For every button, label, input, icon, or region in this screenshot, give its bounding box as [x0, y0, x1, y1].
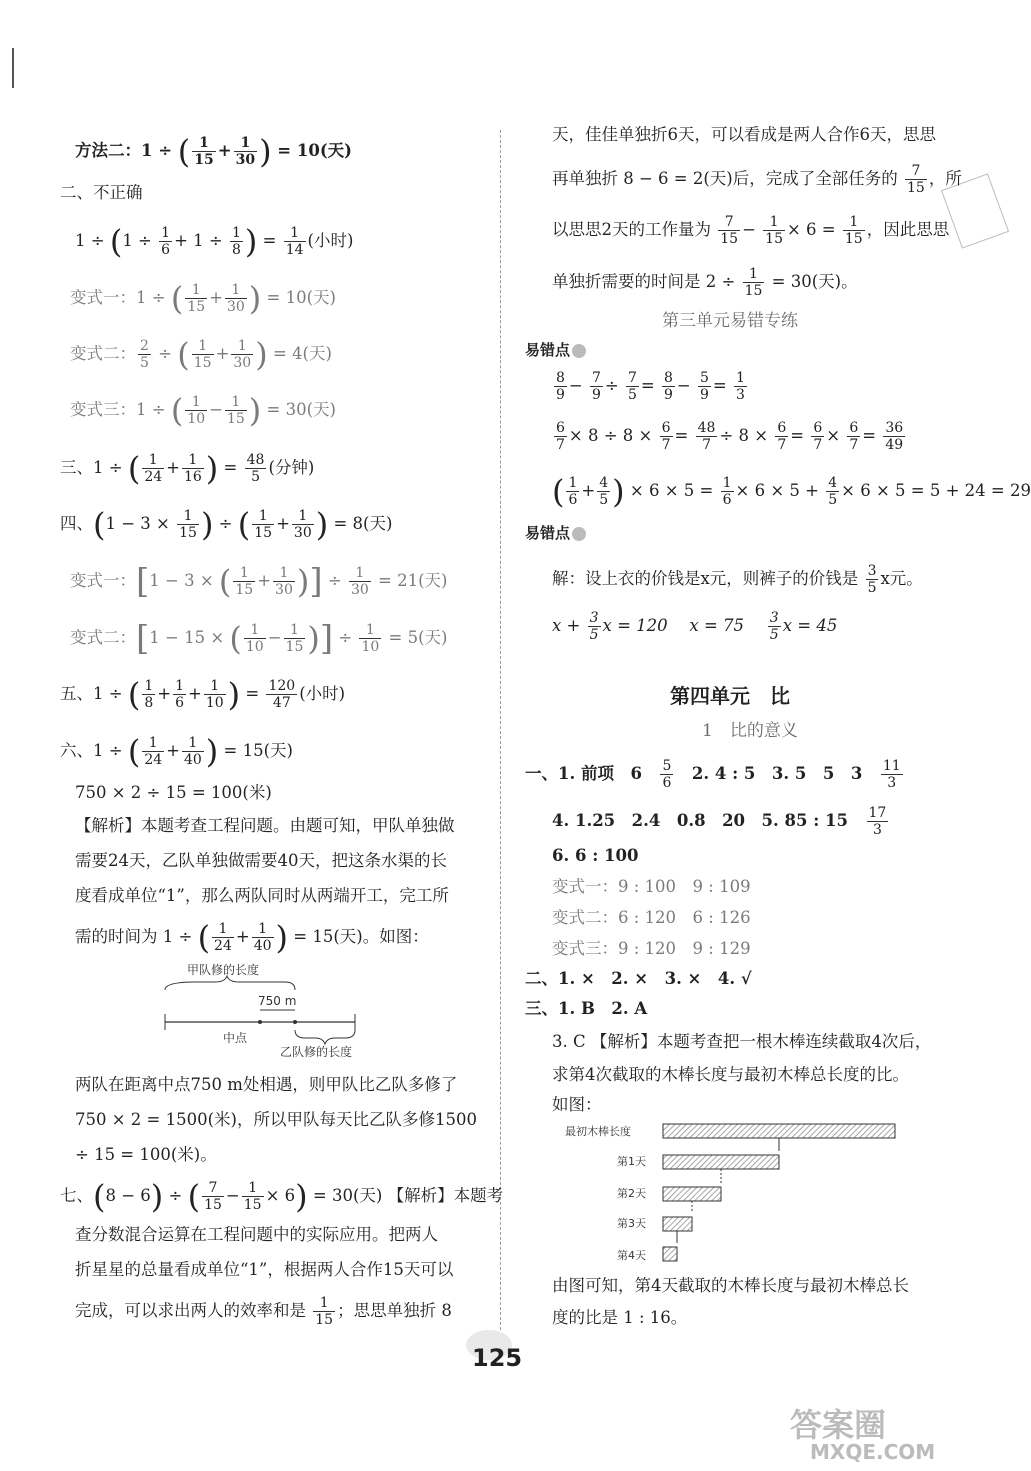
- error-two-line-2: x + $\frac{3}{5}$ x = 120 x = 75 $\frac{3}{5}$ x = 45: [552, 610, 838, 643]
- unit-four-title: 第四单元 比: [670, 684, 790, 708]
- q1-line-1: 一、1. 前项 6 $\frac{5}{6}$ 2. 4 : 5 3. 5 5 3 $\frac{11}{3}$: [525, 758, 901, 791]
- analysis-six-line-3: 度看成单位“1”，那么两队同时从两端开工，完工所: [75, 886, 449, 905]
- answer-four-variant-one: 变式一：[1 − 3 × ( $\frac{1}{15}$ + $\frac{1}{30}$ )] ÷ $\frac{1}{30}$ = 21(天): [70, 561, 448, 602]
- midpoint-dot: [258, 1020, 262, 1024]
- answer-six-line: 六、1 ÷ ( $\frac{1}{24}$ + $\frac{1}{40}$ ) = 15(天): [60, 732, 293, 771]
- right-line-4: 单独折需要的时间是 2 ÷ $\frac{1}{15}$ = 30(天)。: [552, 266, 858, 299]
- analysis-seven-line-1: 查分数混合运算在工程问题中的实际应用。把两人: [75, 1225, 438, 1244]
- meeting-dot: [293, 1020, 297, 1024]
- analysis-seven-line-2: 折星星的总量看成单位“1”，根据两人合作15天可以: [75, 1260, 454, 1279]
- bar-label-4: 第4天: [617, 1249, 646, 1262]
- analysis-six-line-6: 750 × 2 = 1500(米)，所以甲队每天比乙队多修1500: [75, 1110, 477, 1129]
- watermark-url: MXQE.COM: [810, 1440, 936, 1464]
- bar-label-1: 第1天: [617, 1155, 646, 1168]
- brace-bottom: [295, 1030, 355, 1044]
- q1-line-3: 6. 6 : 100: [552, 846, 639, 865]
- error-point-two-text: 易错点: [525, 524, 571, 542]
- q3-conclusion-line-2: 度的比是 1 : 16。: [552, 1308, 688, 1327]
- bar-label-3: 第3天: [617, 1217, 646, 1230]
- analysis-six-line-1: 【解析】本题考查工程问题。由题可知，甲队单独做: [75, 816, 455, 835]
- answer-four-line: 四、(1 − 3 × $\frac{1}{15}$ ) ÷ ( $\frac{1}{15}$ + $\frac{1}{30}$ ) = 8(天): [60, 505, 393, 544]
- q1-variant-two: 变式二：6 : 120 6 : 126: [552, 908, 751, 927]
- bar-day-1: [663, 1155, 779, 1169]
- analysis-six-line-7: ÷ 15 = 100(米)。: [75, 1145, 217, 1164]
- answer-two-formula: 1 ÷ (1 ÷ $\frac{1}{6}$ + 1 ÷ $\frac{1}{8}$ ) = $\frac{1}{14}$ (小时): [75, 222, 354, 261]
- analysis-six-line-2: 需要24天，乙队单独做需要40天，把这条水渠的长: [75, 851, 447, 870]
- analysis-seven-paragraph: [75, 1217, 453, 1287]
- q3-analysis-line-3: 如图：: [552, 1095, 602, 1114]
- error-point-one-label: [525, 337, 586, 363]
- bar-label-2: 第2天: [617, 1187, 646, 1200]
- stick-cutting-diagram: [565, 1115, 910, 1270]
- analysis-seven-line-3: 完成，可以求出两人的效率和是 $\frac{1}{15}$ ；思思单独折 8: [75, 1295, 452, 1328]
- lesson-one-title: 1 比的意义: [702, 721, 798, 741]
- error-one-line-2: $\frac{6}{7}$ × 8 ÷ 8 × $\frac{6}{7}$ = $\frac{48}{7}$ ÷ 8 × $\frac{6}{7}$ = $\frac{6}{7}$ × $\frac{6}{7}$ = $\frac{36}{49}$: [556, 420, 904, 453]
- q3-analysis-line-2: 求第4次截取的木棒长度与最初木棒总长度的比。: [552, 1065, 909, 1084]
- method-two-line: 方法二：1 ÷ ( $\frac{1}{15}$ + $\frac{1}{30}$ ) = 10(天): [75, 132, 352, 171]
- bar-day-3: [663, 1217, 692, 1231]
- analysis-six-continued: [75, 1067, 477, 1172]
- brace-top: [165, 976, 295, 990]
- answer-two-heading: 二、不正确: [60, 183, 143, 202]
- column-divider: [500, 130, 502, 1330]
- right-line-1: 天，佳佳单独折6天，可以看成是两人合作6天，思思: [552, 125, 936, 144]
- q1-line-2: 4. 1.25 2.4 0.8 20 5. 85 : 15 $\frac{17}{3}$: [552, 805, 887, 838]
- answer-three-line: 三、1 ÷ ( $\frac{1}{24}$ + $\frac{1}{16}$ ) = $\frac{48}{5}$ (分钟): [60, 449, 315, 488]
- page-number: 125: [472, 1344, 523, 1372]
- bar-day-2: [663, 1187, 721, 1201]
- fig-label-d: 乙队修的长度: [280, 1045, 353, 1059]
- q3-analysis-line-1: 3. C 【解析】本题考查把一根木棒连续截取4次后，: [552, 1032, 932, 1051]
- analysis-six-line-5: 两队在距离中点750 m处相遇，则甲队比乙队多修了: [75, 1075, 458, 1094]
- unit-three-error-practice-title: 第三单元易错专练: [662, 311, 798, 331]
- answer-six-calc: 750 × 2 ÷ 15 = 100(米): [75, 783, 272, 802]
- variant-two-line: 变式二： $\frac{2}{5}$ ÷ ( $\frac{1}{15}$ + $\frac{1}{30}$ ) = 4(天): [70, 335, 332, 374]
- watermark-logo: 答案圈: [790, 1406, 887, 1444]
- bar-day-4: [663, 1247, 677, 1261]
- answer-seven-line: 七、(8 − 6) ÷ ( $\frac{7}{15}$ − $\frac{1}{15}$ × 6) = 30(天) 【解析】本题考: [60, 1177, 504, 1216]
- analysis-six-line-4: 需的时间为 1 ÷ ( $\frac{1}{24}$ + $\frac{1}{40}$ ) = 15(天)。如图：: [75, 918, 429, 957]
- right-line-3: 以思思2天的工作量为 $\frac{7}{15}$ − $\frac{1}{15}$ × 6 = $\frac{1}{15}$ ，因此思思: [552, 214, 950, 247]
- error-two-line-1: 解：设上衣的价钱是x元，则裤子的价钱是 $\frac{3}{5}$ x元。: [552, 563, 923, 596]
- error-point-one-text: 易错点: [525, 341, 571, 359]
- error-one-line-1: $\frac{8}{9}$ − $\frac{7}{9}$ ÷ $\frac{7}{5}$ = $\frac{8}{9}$ − $\frac{5}{9}$ = $\frac{1}{3}$: [556, 370, 745, 403]
- fig-label-b: 750 m: [258, 994, 297, 1008]
- answer-four-variant-two: 变式二：[1 − 15 × ( $\frac{1}{10}$ − $\frac{1}{15}$ )] ÷ $\frac{1}{10}$ = 5(天): [70, 618, 448, 659]
- error-one-line-3: ( $\frac{1}{6}$ + $\frac{4}{5}$ ) × 6 × 5 = $\frac{1}{6}$ × 6 × 5 + $\frac{4}{5}$ × 6 × 5 = 5 + 24 = 29: [552, 472, 1031, 511]
- canal-diagram: [155, 960, 365, 1060]
- error-point-two-marker-icon: [572, 527, 586, 541]
- variant-three-line: 变式三：1 ÷ ( $\frac{1}{10}$ − $\frac{1}{15}$ ) = 30(天): [70, 391, 336, 430]
- right-line-2: 再单独折 8 − 6 = 2(天)后，完成了全部任务的 $\frac{7}{15}$ ，所: [552, 163, 962, 196]
- fig-label-a: 甲队修的长度: [187, 963, 260, 977]
- answer-five-line: 五、1 ÷ ( $\frac{1}{8}$ + $\frac{1}{6}$ + $\frac{1}{10}$ ) = $\frac{120}{47}$ (小时): [60, 675, 346, 714]
- error-point-two-label: [525, 520, 586, 546]
- bar-original: [663, 1124, 895, 1138]
- variant-one-line: 变式一：1 ÷ ( $\frac{1}{15}$ + $\frac{1}{30}$ ) = 10(天): [70, 279, 336, 318]
- q3-answers: 三、1. B 2. A: [525, 999, 648, 1018]
- binding-mark: [12, 48, 14, 88]
- fig-label-c: 中点: [223, 1031, 248, 1045]
- q1-variant-one: 变式一：9 : 100 9 : 109: [552, 877, 751, 896]
- analysis-six-paragraph: [75, 808, 455, 913]
- q3-conclusion-line-1: 由图可知，第4天截取的木棒长度与最初木棒总长: [552, 1276, 909, 1295]
- error-point-one-marker-icon: [572, 344, 586, 358]
- q2-answers: 二、1. × 2. × 3. × 4. √: [525, 969, 752, 988]
- bar-label-0: 最初木棒长度: [565, 1125, 631, 1138]
- q1-variant-three: 变式三：9 : 120 9 : 129: [552, 939, 751, 958]
